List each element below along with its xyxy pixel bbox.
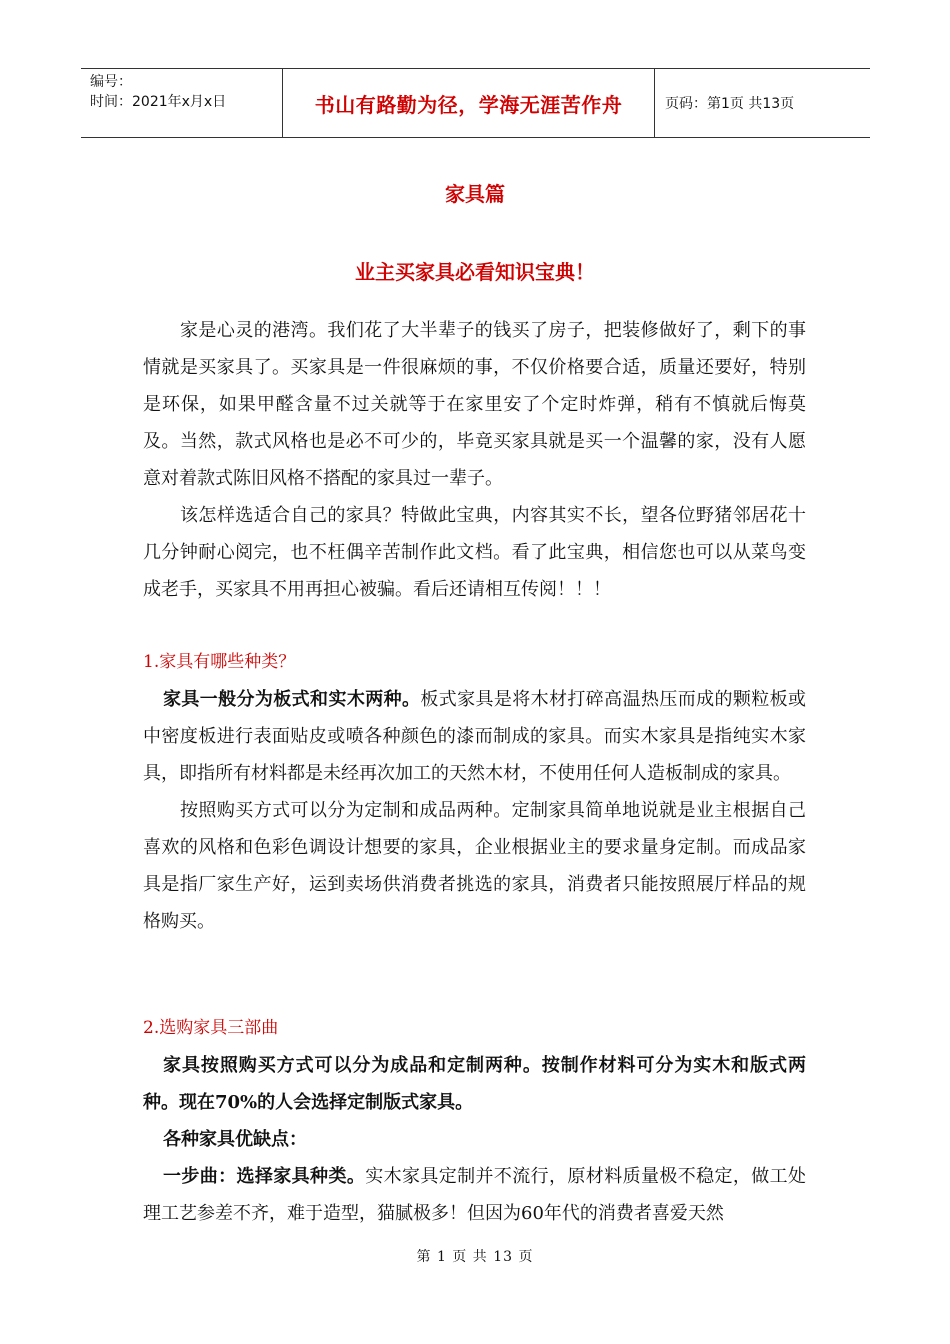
- section-paragraph: 按照购买方式可以分为定制和成品两种。定制家具简单地说就是业主根据自己喜欢的风格和色彩色调设计想要的家具，企业根据业主的要求量身定制。而成品家具是指厂家生产好，运到卖场供消费者挑选的家具，消费者只能按照展厅样品的规格购买。: [143, 800, 806, 932]
- section-2: [143, 1010, 806, 1232]
- section-paragraph: 家具按照购买方式可以分为成品和定制两种。按制作材料可分为实木和版式两种。现在70%的人会选择定制版式家具。: [143, 1055, 806, 1113]
- bold-lead: 一步曲：选择家具种类。: [163, 1166, 366, 1187]
- intro-paragraph: 该怎样选适合自己的家具？特做此宝典，内容其实不长，望各位野猪邻居花十几分钟耐心阅完，也不枉偶辛苦制作此文档。看了此宝典，相信您也可以从菜鸟变成老手，买家具不用再担心被骗。看后还请相互传阅！！！: [143, 505, 806, 600]
- paragraph-text: 实木家具定制并不流行，原材料质量极不稳定，做工处理工艺参差不齐，难于造型，猫腻极多！但因为60年代的消费者喜爱天然: [143, 1166, 807, 1224]
- section-paragraph: [143, 1158, 806, 1232]
- doc-number-label: 编号：: [90, 74, 132, 90]
- header-meta: [81, 69, 282, 137]
- section-1: [143, 644, 806, 940]
- doc-date-label: 时间：2021年x月x日: [90, 94, 227, 110]
- section-paragraph: 各种家具优缺点：: [163, 1129, 307, 1150]
- intro-paragraph: 家是心灵的港湾。我们花了大半辈子的钱买了房子，把装修做好了，剩下的事情就是买家具了。买家具是一件很麻烦的事，不仅价格要合适，质量还要好，特别是环保，如果甲醛含量不过关就等于在家里安了个定时炸弹，稍有不慎就后悔莫及。当然，款式风格也是必不可少的，毕竟买家具就是买一个温馨的家，没有人愿意对着款式陈旧风格不搭配的家具过一辈子。: [143, 320, 806, 489]
- paragraph-text: 板式家具是将木材打碎高温热压而成的颗粒板或中密度板进行表面贴皮或喷各种颜色的漆而制成的家具。而实木家具是指纯实木家具，即指所有材料都是未经再次加工的天然木材，不使用任何人造板制成的家具。: [143, 689, 807, 784]
- document-title: 家具篇: [445, 182, 505, 206]
- section-heading: 1.家具有哪些种类？: [143, 652, 296, 672]
- header-motto: 书山有路勤为径，学海无涯苦作舟: [282, 69, 655, 137]
- intro-section: [143, 312, 806, 608]
- page-footer: 第 1 页 共 13 页: [416, 1249, 534, 1265]
- document-subtitle: 业主买家具必看知识宝典！: [355, 260, 595, 284]
- page-header: [81, 68, 870, 138]
- bold-lead: 家具一般分为板式和实木两种。: [163, 689, 421, 710]
- section-paragraph: [143, 681, 806, 792]
- section-heading: 2.选购家具三部曲: [143, 1018, 279, 1038]
- header-page-info: 页码：第1页 共13页: [665, 96, 795, 112]
